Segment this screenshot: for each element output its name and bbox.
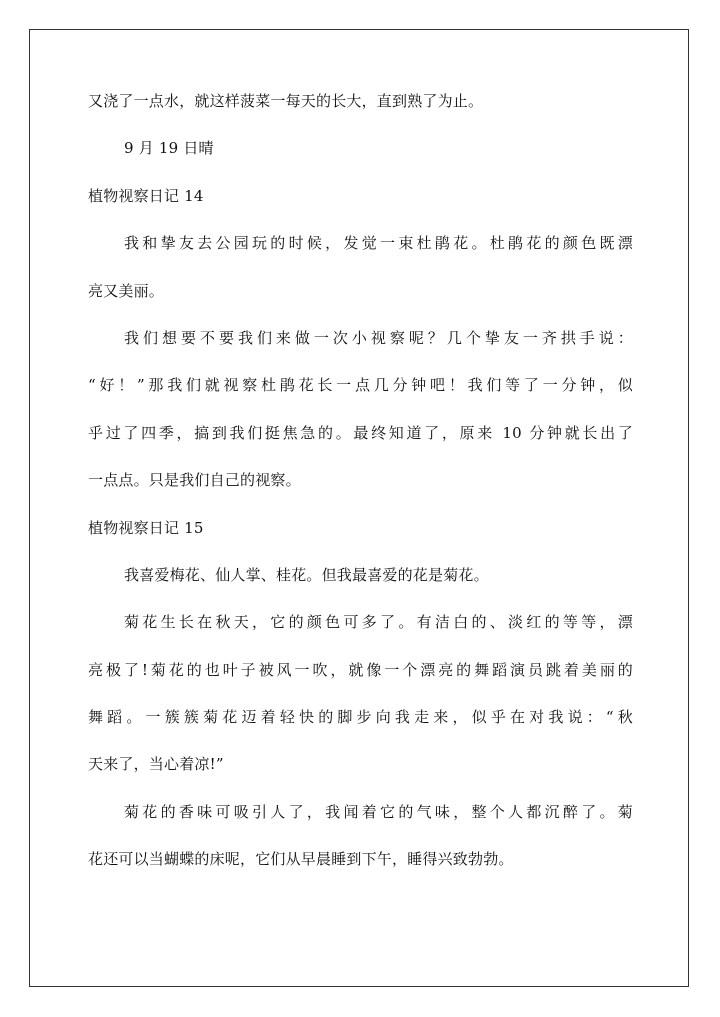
paragraph-line: 又浇了一点水，就这样菠菜一每天的长大，直到熟了为止。 — [88, 92, 484, 110]
paragraph-line: 亮极了!菊花的也叶子被风一吹，就像一个漂亮的舞蹈演员跳着美丽的 — [88, 660, 633, 679]
document-body — [88, 94, 633, 900]
paragraph-line: 我喜爱梅花、仙人掌、桂花。但我最喜爱的花是菊花。 — [124, 565, 489, 584]
paragraph-line: 舞蹈。一簇簇菊花迈着轻快的脚步向我走来，似乎在对我说：“秋 — [88, 708, 633, 727]
paragraph-line: 一点点。只是我们自己的视察。 — [88, 471, 301, 490]
paragraph-line: 我和挚友去公园玩的时候，发觉一束杜鹃花。杜鹃花的颜色既漂 — [124, 234, 633, 253]
paragraph-line: 天来了，当心着凉!” — [88, 755, 224, 774]
section-heading: 植物视察日记 14 — [88, 186, 204, 205]
paragraph-line: 花还可以当蝴蝶的床呢，它们从早晨睡到下午，睡得兴致勃勃。 — [88, 850, 514, 869]
paragraph-line: 菊花的香味可吸引人了，我闻着它的气味，整个人都沉醉了。菊 — [124, 802, 633, 821]
paragraph-line: “好！”那我们就视察杜鹃花长一点几分钟吧！我们等了一分钟，似 — [88, 376, 633, 395]
date-line: 9 月 19 日晴 — [124, 139, 214, 158]
paragraph-line: 乎过了四季，搞到我们挺焦急的。最终知道了，原来 10 分钟就长出了 — [88, 423, 633, 442]
paragraph-line: 亮又美丽。 — [88, 281, 165, 300]
section-heading: 植物视察日记 15 — [88, 518, 204, 537]
paragraph-line: 菊花生长在秋天，它的颜色可多了。有洁白的、淡红的等等，漂 — [124, 613, 633, 632]
paragraph-line: 我们想要不要我们来做一次小视察呢？几个挚友一齐拱手说： — [124, 328, 633, 347]
